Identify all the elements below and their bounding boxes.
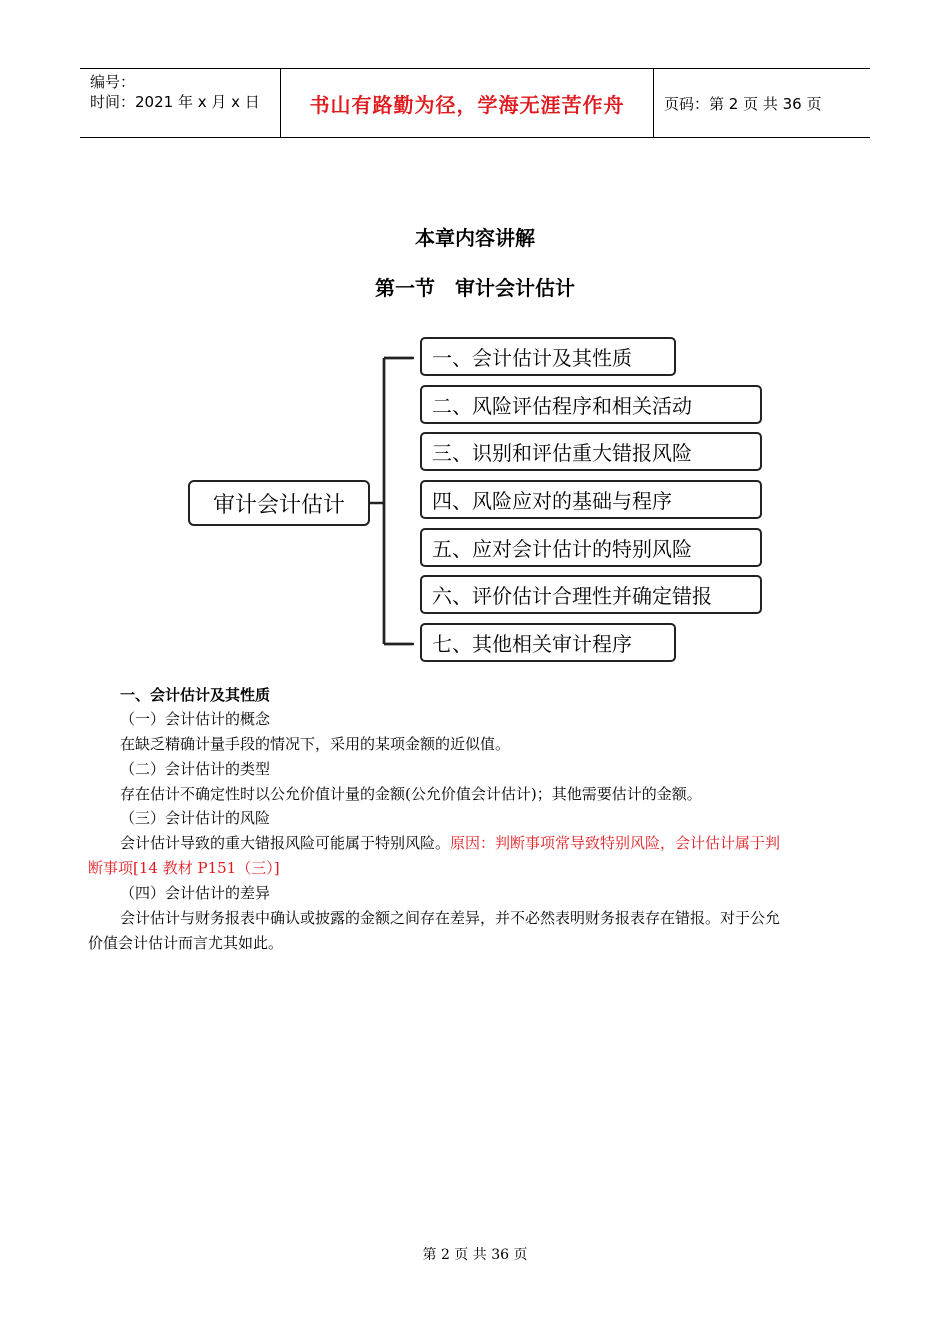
subheading-2: （二）会计估计的类型 xyxy=(120,760,271,778)
paragraph-4-line-1: 会计估计与财务报表中确认或披露的金额之间存在差异，并不必然表明财务报表存在错报。对于公允 xyxy=(120,909,781,927)
paragraph-3-text: 会计估计导致的重大错报风险可能属于特别风险。 xyxy=(120,834,451,852)
paragraph-3-line-2: 断事项[14 教材 P151（三）] xyxy=(88,859,280,877)
mind-map-branch-3: 三、识别和评估重大错报风险 xyxy=(420,432,762,471)
heading-1: 一、会计估计及其性质 xyxy=(120,686,271,704)
paragraph-3-line-1 xyxy=(120,831,780,855)
subheading-3: （三）会计估计的风险 xyxy=(120,809,271,827)
mind-map-branch-2: 二、风险评估程序和相关活动 xyxy=(420,385,762,424)
subheading-4: （四）会计估计的差异 xyxy=(120,884,271,902)
section-title: 第一节 审计会计估计 xyxy=(375,276,575,300)
mind-map-branch-1: 一、会计估计及其性质 xyxy=(420,337,676,376)
mind-map-branch-4: 四、风险应对的基础与程序 xyxy=(420,480,762,519)
mind-map-branch-5: 五、应对会计估计的特别风险 xyxy=(420,528,762,567)
date-line: 时间：2021 年 x 月 x 日 xyxy=(90,93,260,111)
paragraph-4-line-2: 价值会计估计而言尤其如此。 xyxy=(88,934,284,952)
header-motto: 书山有路勤为径，学海无涯苦作舟 xyxy=(281,69,654,137)
subheading-1: （一）会计估计的概念 xyxy=(120,710,271,728)
page-header xyxy=(80,68,870,138)
mind-map xyxy=(186,334,766,664)
header-page-info: 页码：第 2 页 共 36 页 xyxy=(664,94,822,113)
paragraph-3-note: 原因：判断事项常导致特别风险，会计估计属于判 xyxy=(450,834,781,852)
mind-map-branch-7: 七、其他相关审计程序 xyxy=(420,623,676,662)
mind-map-branch-6: 六、评价估计合理性并确定错报 xyxy=(420,575,762,614)
paragraph-1: 在缺乏精确计量手段的情况下，采用的某项金额的近似值。 xyxy=(120,735,511,753)
mind-map-root: 审计会计估计 xyxy=(188,480,370,526)
number-label: 编号： xyxy=(90,73,136,91)
page-footer: 第 2 页 共 36 页 xyxy=(422,1247,528,1263)
header-left-cell xyxy=(80,69,281,137)
paragraph-2: 存在估计不确定性时以公允价值计量的金额(公允价值会计估计)；其他需要估计的金额。 xyxy=(120,785,702,803)
chapter-title: 本章内容讲解 xyxy=(415,226,535,250)
